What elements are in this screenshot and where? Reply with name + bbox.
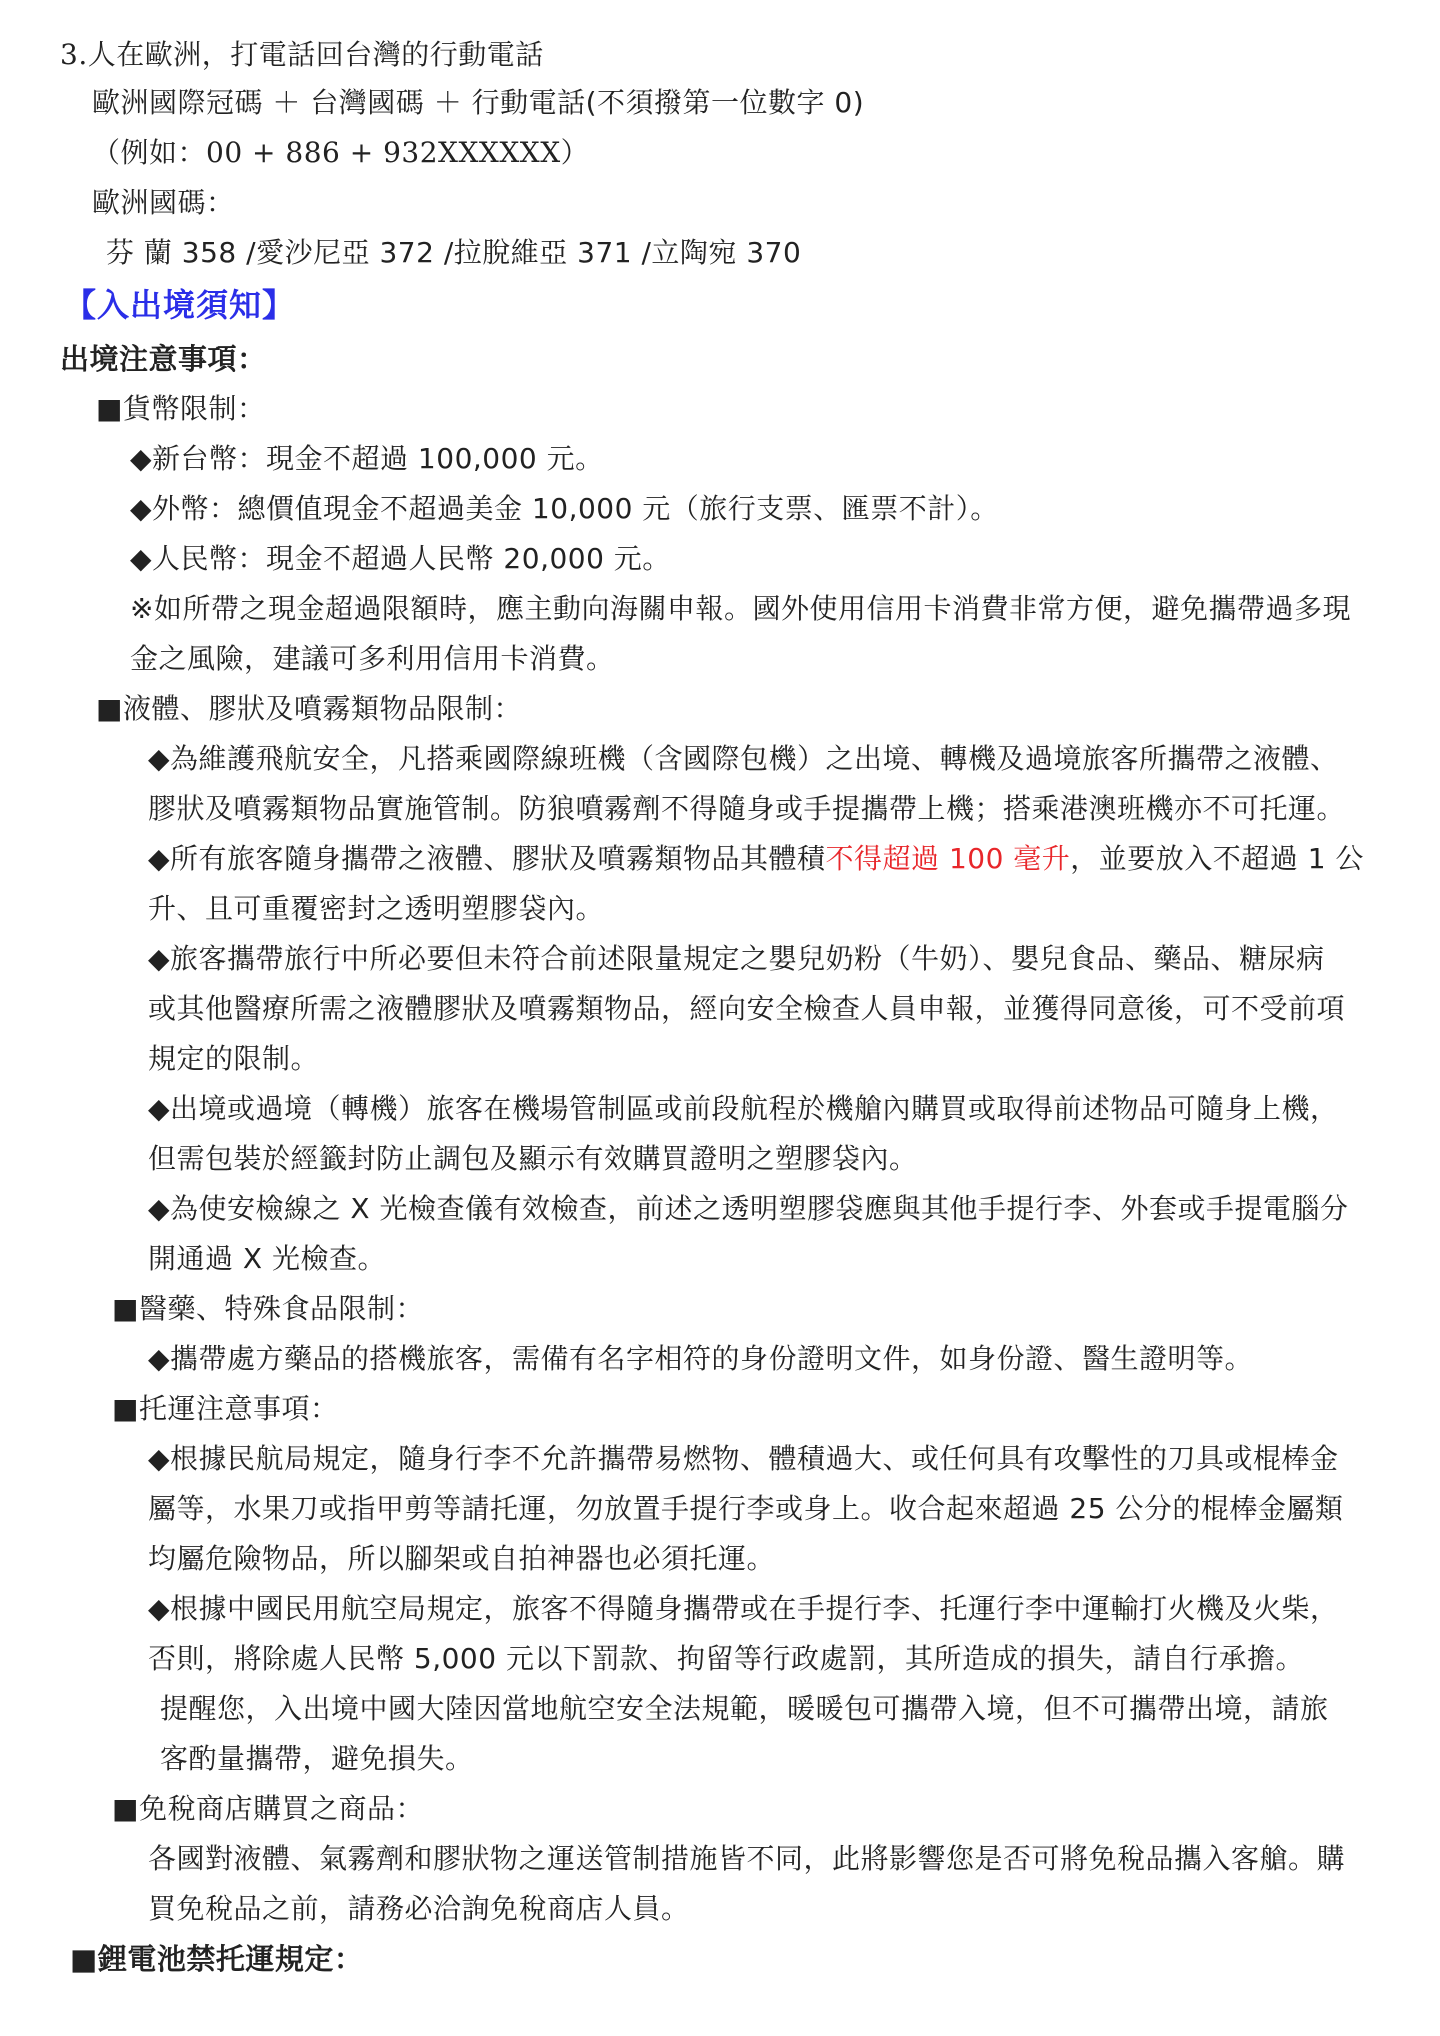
checkin-p1-line1: ◆根據民航局規定，隨身行李不允許攜帶易燃物、體積過大、或任何具有攻擊性的刀具或棍棒金 bbox=[148, 1442, 1339, 1475]
checkin-p1-line2: 屬等，水果刀或指甲剪等請托運，勿放置手提行李或身上。收合起來超過 25 公分的棍棒金屬類 bbox=[148, 1492, 1344, 1525]
liquids-heading: ■液體、膠狀及噴霧類物品限制： bbox=[96, 692, 522, 725]
liquids-p2-post: ，並要放入不超過 1 公 bbox=[1070, 842, 1364, 875]
liquids-p1-line2: 膠狀及噴霧類物品實施管制。防狼噴霧劑不得隨身或手提攜帶上機；搭乘港澳班機亦不可托運。 bbox=[148, 792, 1346, 825]
section-heading-call-taiwan: 3.人在歐洲，打電話回台灣的行動電話 bbox=[60, 38, 544, 71]
dialing-example: （例如：00 + 886 + 932XXXXXX） bbox=[92, 136, 590, 169]
liquids-p5-line1: ◆為使安檢線之 X 光檢查儀有效檢查，前述之透明塑膠袋應與其他手提行李、外套或手提電腦分 bbox=[148, 1192, 1349, 1225]
checkin-p1-line3: 均屬危險物品，所以腳架或自拍神器也必須托運。 bbox=[148, 1542, 776, 1575]
europe-codes-list bbox=[106, 234, 801, 272]
currency-twd: ◆新台幣：現金不超過 100,000 元。 bbox=[130, 442, 604, 475]
lithium-heading: ■鋰電池禁托運規定： bbox=[70, 1942, 364, 1976]
checkin-p3-line1: 提醒您，入出境中國大陸因當地航空安全法規範，暖暖包可攜帶入境，但不可攜帶出境，請旅 bbox=[160, 1692, 1329, 1725]
checkin-p3-line2: 客酌量攜帶，避免損失。 bbox=[160, 1742, 474, 1775]
europe-codes-label: 歐洲國碼： bbox=[92, 186, 235, 219]
liquids-p5-line2: 開通過 X 光檢查。 bbox=[148, 1242, 386, 1275]
dutyfree-p1-line2: 買免稅品之前，請務必洽詢免稅商店人員。 bbox=[148, 1892, 690, 1925]
liquids-p3-line1: ◆旅客攜帶旅行中所必要但未符合前述限量規定之嬰兒奶粉（牛奶）、嬰兒食品、藥品、糖尿病 bbox=[148, 942, 1325, 975]
dialing-formula-text: 歐洲國際冠碼 ＋ 台灣國碼 ＋ 行動電話(不須撥第一位數字 0) bbox=[92, 86, 865, 119]
dutyfree-heading: ■免稅商店購買之商品： bbox=[112, 1792, 424, 1825]
currency-note-line2: 金之風險，建議可多利用信用卡消費。 bbox=[130, 642, 615, 675]
departure-title: 出境注意事項： bbox=[60, 342, 267, 376]
liquids-p2-line2: 升、且可重覆密封之透明塑膠袋內。 bbox=[148, 892, 605, 925]
europe-codes-text: 芬 蘭 358 /愛沙尼亞 372 /拉脫維亞 371 /立陶宛 370 bbox=[106, 236, 802, 269]
checkin-heading: ■托運注意事項： bbox=[112, 1392, 339, 1425]
medicine-heading: ■醫藥、特殊食品限制： bbox=[112, 1292, 424, 1325]
currency-rmb: ◆人民幣：現金不超過人民幣 20,000 元。 bbox=[130, 542, 671, 575]
checkin-p2-line1: ◆根據中國民用航空局規定，旅客不得隨身攜帶或在手提行李、托運行李中運輸打火機及火柴， bbox=[148, 1592, 1339, 1625]
liquids-p4-line2: 但需包裝於經籤封防止調包及顯示有效購買證明之塑膠袋內。 bbox=[148, 1142, 918, 1175]
dialing-formula bbox=[92, 84, 864, 122]
medicine-p1: ◆攜帶處方藥品的搭機旅客，需備有名字相符的身份證明文件，如身份證、醫生證明等。 bbox=[148, 1342, 1254, 1375]
dutyfree-p1-line1: 各國對液體、氣霧劑和膠狀物之運送管制措施皆不同，此將影響您是否可將免稅品攜入客艙。購 bbox=[148, 1842, 1346, 1875]
liquids-p4-line1: ◆出境或過境（轉機）旅客在機場管制區或前段航程於機艙內購買或取得前述物品可隨身上機， bbox=[148, 1092, 1339, 1125]
currency-note-line1: ※如所帶之現金超過限額時，應主動向海關申報。國外使用信用卡消費非常方便，避免攜帶過多現 bbox=[130, 592, 1351, 625]
liquids-volume-limit: 不得超過 100 毫升 bbox=[825, 842, 1071, 875]
currency-heading: ■貨幣限制： bbox=[96, 392, 266, 425]
liquids-p2-line1 bbox=[148, 840, 1364, 878]
liquids-p1-line1: ◆為維護飛航安全，凡搭乘國際線班機（含國際包機）之出境、轉機及過境旅客所攜帶之液體、 bbox=[148, 742, 1339, 775]
liquids-p3-line2: 或其他醫療所需之液體膠狀及噴霧類物品，經向安全檢查人員申報，並獲得同意後，可不受前項 bbox=[148, 992, 1346, 1025]
liquids-p2-pre: ◆所有旅客隨身攜帶之液體、膠狀及噴霧類物品其體積 bbox=[148, 842, 826, 875]
currency-foreign: ◆外幣：總價值現金不超過美金 10,000 元（旅行支票、匯票不計）。 bbox=[130, 492, 999, 525]
entry-exit-title: 【入出境須知】 bbox=[64, 286, 296, 324]
checkin-p2-line2: 否則，將除處人民幣 5,000 元以下罰款、拘留等行政處罰，其所造成的損失，請自行承擔。 bbox=[148, 1642, 1304, 1675]
liquids-p3-line3: 規定的限制。 bbox=[148, 1042, 320, 1075]
